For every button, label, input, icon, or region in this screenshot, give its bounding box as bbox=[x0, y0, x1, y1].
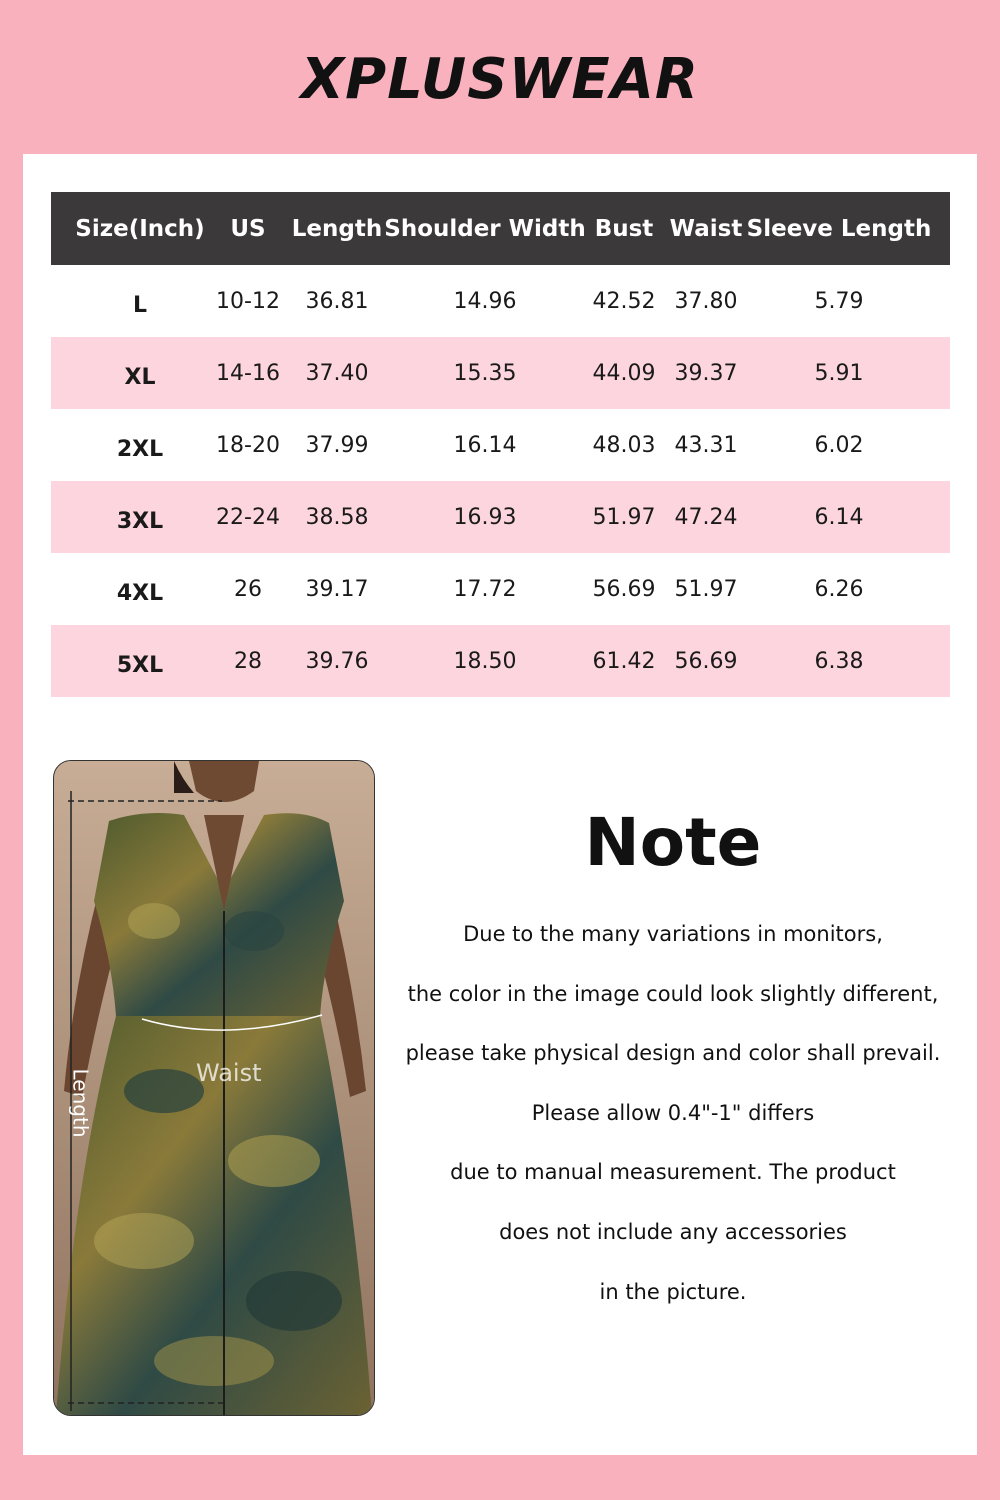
note-line: does not include any accessories bbox=[499, 1219, 847, 1244]
size-cell: 3XL bbox=[116, 508, 164, 534]
length-cell: 36.81 bbox=[305, 288, 369, 314]
note-line: Please allow 0.4"-1" differs bbox=[531, 1100, 815, 1125]
table-row bbox=[51, 409, 950, 481]
size-cell: XL bbox=[124, 364, 156, 390]
header-size: Size(Inch) bbox=[75, 215, 205, 242]
note-line: Due to the many variations in monitors, bbox=[463, 922, 883, 946]
note-line: the color in the image could look slightly different, bbox=[407, 981, 939, 1006]
bust-cell: 42.52 bbox=[592, 288, 656, 314]
us-cell: 14-16 bbox=[216, 360, 280, 386]
header-shoulder-width: Shoulder Width bbox=[384, 215, 586, 242]
waist-label: Waist bbox=[196, 1059, 262, 1087]
waist-cell: 37.80 bbox=[674, 288, 738, 314]
us-cell: 28 bbox=[234, 648, 262, 674]
waist-cell: 43.31 bbox=[674, 432, 738, 458]
length-cell: 38.58 bbox=[305, 504, 369, 530]
shoulder-cell: 15.35 bbox=[453, 360, 517, 386]
shoulder-cell: 14.96 bbox=[453, 288, 517, 314]
sleeve-cell: 6.26 bbox=[814, 576, 864, 602]
sleeve-cell: 6.14 bbox=[814, 504, 864, 530]
shoulder-cell: 17.72 bbox=[453, 576, 517, 602]
note-line: due to manual measurement. The product bbox=[450, 1160, 896, 1185]
shoulder-cell: 16.93 bbox=[453, 504, 517, 530]
header-waist: Waist bbox=[669, 215, 743, 242]
table-row bbox=[51, 481, 950, 553]
size-table bbox=[51, 192, 950, 697]
note-title: Note bbox=[584, 804, 762, 881]
bust-cell: 61.42 bbox=[592, 648, 656, 674]
bust-cell: 48.03 bbox=[592, 432, 656, 458]
bust-cell: 56.69 bbox=[592, 576, 656, 602]
size-cell: 5XL bbox=[116, 652, 164, 678]
note-line: in the picture. bbox=[599, 1279, 747, 1304]
shoulder-cell: 16.14 bbox=[453, 432, 517, 458]
length-cell: 37.99 bbox=[305, 432, 369, 458]
length-cell: 39.17 bbox=[305, 576, 369, 602]
note-text bbox=[399, 914, 947, 1331]
length-cell: 39.76 bbox=[305, 648, 369, 674]
table-header bbox=[51, 192, 950, 265]
table-row bbox=[51, 553, 950, 625]
us-cell: 18-20 bbox=[216, 432, 280, 458]
shoulder-cell: 18.50 bbox=[453, 648, 517, 674]
brand-logo: XPLUSWEAR bbox=[300, 47, 700, 112]
bust-cell: 51.97 bbox=[592, 504, 656, 530]
size-chart-card bbox=[23, 154, 977, 1455]
size-cell: L bbox=[132, 292, 148, 318]
us-cell: 10-12 bbox=[216, 288, 280, 314]
size-cell: 2XL bbox=[116, 436, 164, 462]
header-length: Length bbox=[291, 215, 383, 242]
waist-cell: 47.24 bbox=[674, 504, 738, 530]
size-cell: 4XL bbox=[116, 580, 164, 606]
us-cell: 22-24 bbox=[216, 504, 280, 530]
bust-cell: 44.09 bbox=[592, 360, 656, 386]
length-label: Length bbox=[68, 1068, 93, 1138]
header-bust: Bust bbox=[594, 215, 654, 242]
dress-photo bbox=[53, 760, 375, 1416]
header-sleeve-length: Sleeve Length bbox=[746, 215, 932, 242]
waist-cell: 39.37 bbox=[674, 360, 738, 386]
length-cell: 37.40 bbox=[305, 360, 369, 386]
sleeve-cell: 6.02 bbox=[814, 432, 864, 458]
sleeve-cell: 5.79 bbox=[814, 288, 864, 314]
table-row bbox=[51, 265, 950, 337]
table-row bbox=[51, 625, 950, 697]
table-row bbox=[51, 337, 950, 409]
note-line: please take physical design and color shall prevail. bbox=[405, 1041, 941, 1066]
sleeve-cell: 6.38 bbox=[814, 648, 864, 674]
sleeve-cell: 5.91 bbox=[814, 360, 864, 386]
header-us: US bbox=[230, 215, 266, 242]
waist-cell: 51.97 bbox=[674, 576, 738, 602]
us-cell: 26 bbox=[234, 576, 262, 602]
waist-cell: 56.69 bbox=[674, 648, 738, 674]
